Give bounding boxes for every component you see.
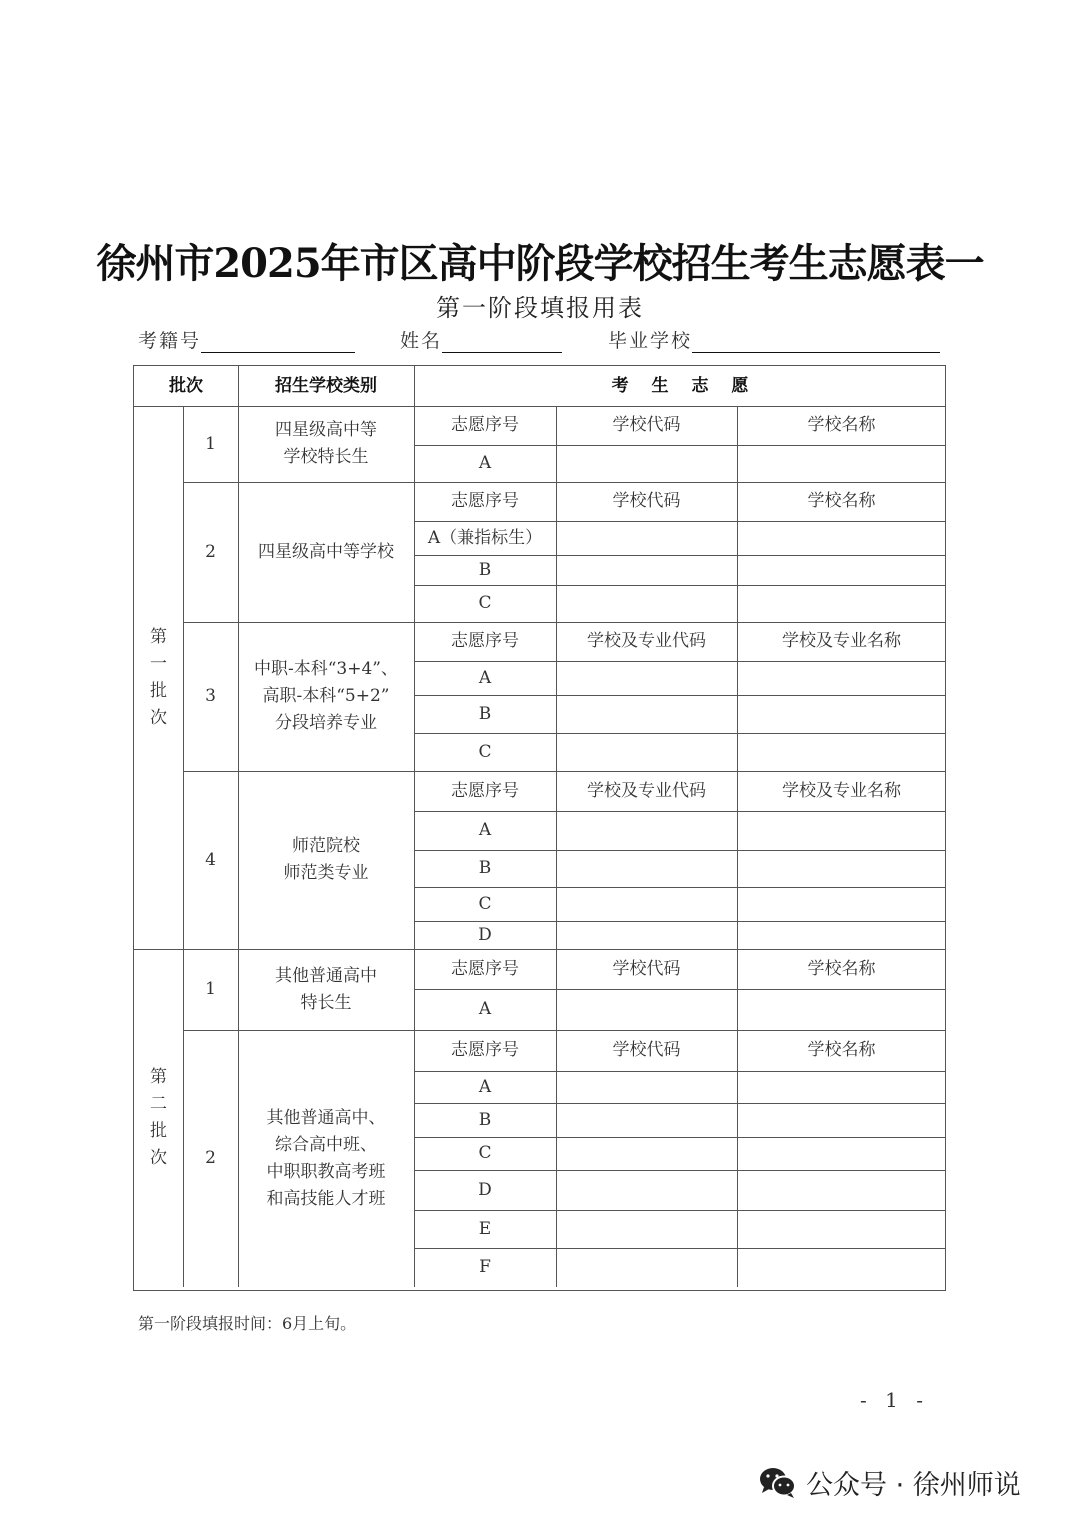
table-rule	[556, 949, 557, 1030]
name-input-cell[interactable]	[737, 733, 946, 771]
column-header: 学校及专业代码	[587, 631, 706, 651]
name-input-cell[interactable]	[737, 1071, 946, 1103]
exam-id-field[interactable]	[138, 326, 355, 353]
category-cell	[238, 771, 414, 949]
category-line: 和高技能人才班	[266, 1188, 386, 1209]
code-input-cell[interactable]	[556, 695, 737, 733]
table-rule	[556, 482, 557, 622]
exam-id-input[interactable]	[201, 330, 355, 353]
name-field[interactable]	[400, 326, 562, 353]
group-number: 1	[205, 979, 216, 999]
wish-sequence: C	[478, 1143, 492, 1163]
application-table	[133, 365, 946, 1291]
group-number: 1	[205, 433, 216, 454]
name-input-cell[interactable]	[737, 1248, 946, 1287]
column-header: 学校代码	[612, 415, 681, 435]
graduation-school-label: 毕业学校	[608, 330, 693, 352]
batch-label-char: 次	[150, 1148, 167, 1168]
name-input-cell[interactable]	[737, 1137, 946, 1170]
group-number: 3	[205, 686, 216, 706]
batch-label	[134, 949, 183, 1287]
batch-label-char: 第	[150, 1067, 167, 1087]
code-input-cell[interactable]	[556, 989, 737, 1030]
wechat-icon	[758, 1466, 798, 1500]
batch-label-char: 批	[150, 1121, 167, 1141]
name-input-cell[interactable]	[737, 555, 946, 585]
category-line: 其他普通高中	[275, 965, 377, 986]
table-rule	[414, 482, 415, 622]
document-subtitle: 第一阶段填报用表	[436, 294, 644, 322]
name-input-cell[interactable]	[737, 521, 946, 555]
code-input-cell[interactable]	[556, 733, 737, 771]
batch-label	[134, 406, 183, 949]
category-line: 综合高中班、	[275, 1134, 377, 1155]
column-header: 志愿序号	[451, 631, 519, 651]
wish-sequence: E	[478, 1218, 492, 1239]
batch-label-char: 次	[150, 707, 167, 728]
code-input-cell[interactable]	[556, 1248, 737, 1287]
applicant-info-fields	[138, 326, 948, 354]
name-input-cell[interactable]	[737, 445, 946, 482]
code-input-cell[interactable]	[556, 1170, 737, 1210]
watermark-text: 公众号 · 徐州师说	[806, 1470, 1021, 1501]
filing-time-note: 第一阶段填报时间：6月上旬。	[138, 1314, 357, 1333]
wish-sequence: A	[478, 820, 492, 840]
code-input-cell[interactable]	[556, 555, 737, 585]
column-header: 学校及专业名称	[782, 780, 901, 801]
table-rule	[737, 771, 738, 949]
column-header: 学校名称	[807, 1040, 876, 1060]
wish-sequence: B	[478, 858, 492, 878]
column-header: 学校代码	[612, 1040, 681, 1060]
table-rule	[238, 1030, 239, 1287]
code-input-cell[interactable]	[556, 887, 737, 921]
batch-label-char: 第	[150, 626, 167, 647]
column-header: 学校及专业代码	[587, 780, 706, 801]
wish-sequence: A	[478, 1076, 492, 1097]
name-input-cell[interactable]	[737, 1103, 946, 1137]
category-line: 学校特长生	[283, 447, 369, 467]
table-rule	[556, 1030, 557, 1287]
wish-sequence: B	[478, 559, 492, 580]
code-input-cell[interactable]	[556, 811, 737, 850]
code-input-cell[interactable]	[556, 1103, 737, 1137]
code-input-cell[interactable]	[556, 1071, 737, 1103]
column-header: 志愿序号	[451, 415, 519, 435]
batch-label-char: 一	[150, 653, 167, 674]
category-cell	[238, 949, 414, 1030]
table-rule	[238, 366, 239, 406]
column-header: 志愿序号	[451, 780, 519, 801]
table-rule	[183, 406, 184, 949]
category-line: 师范类专业	[283, 863, 369, 883]
name-input-cell[interactable]	[737, 1210, 946, 1248]
table-rule	[238, 949, 239, 1030]
table-rule	[183, 949, 184, 1287]
table-rule	[414, 949, 415, 1030]
header-category: 招生学校类别	[275, 375, 377, 396]
header-wishes: 考 生 志 愿	[611, 375, 749, 396]
watermark	[758, 1463, 1021, 1502]
code-input-cell[interactable]	[556, 661, 737, 695]
table-rule	[737, 622, 738, 771]
wish-sequence: B	[478, 1109, 492, 1130]
category-line: 师范院校	[292, 836, 360, 856]
category-cell	[238, 1030, 414, 1287]
wish-sequence: D	[478, 924, 492, 945]
column-header: 学校名称	[807, 491, 876, 511]
name-input-cell[interactable]	[737, 1170, 946, 1210]
column-header: 学校名称	[807, 415, 876, 435]
wish-sequence: A	[478, 999, 492, 1019]
wish-sequence: A	[478, 453, 492, 473]
name-input-cell[interactable]	[737, 811, 946, 850]
category-line: 中职-本科“3+4”、	[253, 659, 398, 679]
column-header: 学校名称	[807, 958, 876, 979]
table-rule	[737, 949, 738, 1030]
document-title: 徐州市2025年市区高中阶段学校招生考生志愿表一	[96, 240, 984, 287]
name-input-cell[interactable]	[737, 661, 946, 695]
code-input-cell[interactable]	[556, 445, 737, 482]
category-line: 四星级高中等学校	[258, 541, 394, 562]
category-line: 特长生	[300, 992, 352, 1013]
wish-sequence: C	[478, 741, 492, 762]
category-cell	[238, 482, 414, 622]
column-header: 志愿序号	[451, 491, 519, 511]
name-input-cell[interactable]	[737, 887, 946, 921]
table-rule	[238, 771, 239, 949]
column-header: 学校及专业名称	[782, 631, 901, 651]
column-header: 学校代码	[612, 491, 681, 511]
table-rule	[414, 406, 415, 482]
table-rule	[737, 1030, 738, 1287]
wish-sequence: F	[479, 1257, 491, 1277]
category-line: 中职职教高考班	[266, 1161, 386, 1182]
page-number: - 1 -	[860, 1388, 929, 1412]
name-label: 姓名	[400, 330, 443, 352]
code-input-cell[interactable]	[556, 1137, 737, 1170]
graduation-school-field[interactable]	[608, 326, 940, 353]
code-input-cell[interactable]	[556, 521, 737, 555]
name-input[interactable]	[442, 330, 562, 353]
category-line: 分段培养专业	[275, 713, 377, 733]
table-rule	[414, 366, 415, 406]
name-input-cell[interactable]	[737, 585, 946, 622]
exam-id-label: 考籍号	[138, 330, 202, 352]
table-rule	[556, 771, 557, 949]
table-rule	[414, 1030, 415, 1287]
code-input-cell[interactable]	[556, 585, 737, 622]
table-rule	[414, 771, 415, 949]
header-batch: 批次	[169, 375, 203, 396]
graduation-school-input[interactable]	[692, 330, 940, 353]
category-line: 其他普通高中、	[266, 1107, 386, 1128]
category-line: 高职-本科“5+2”	[262, 686, 390, 706]
wish-sequence: D	[478, 1179, 492, 1200]
name-input-cell[interactable]	[737, 921, 946, 949]
table-rule	[238, 406, 239, 482]
category-line: 四星级高中等	[275, 420, 377, 440]
wish-sequence: A	[478, 667, 492, 688]
wish-sequence: B	[478, 703, 492, 724]
column-header: 志愿序号	[451, 958, 519, 979]
batch-label-char: 二	[150, 1094, 167, 1114]
name-input-cell[interactable]	[737, 850, 946, 887]
table-rule	[414, 622, 415, 771]
code-input-cell[interactable]	[556, 850, 737, 887]
table-rule	[556, 406, 557, 482]
group-number: 2	[205, 1148, 216, 1168]
batch-label-char: 批	[150, 680, 167, 701]
name-input-cell[interactable]	[737, 989, 946, 1030]
table-rule	[556, 622, 557, 771]
wish-sequence: C	[478, 593, 492, 613]
code-input-cell[interactable]	[556, 1210, 737, 1248]
table-rule	[737, 406, 738, 482]
name-input-cell[interactable]	[737, 695, 946, 733]
category-cell	[238, 622, 414, 771]
wish-sequence: C	[478, 893, 492, 914]
wish-sequence: A（兼指标生）	[427, 527, 543, 548]
table-rule	[737, 482, 738, 622]
category-cell	[238, 406, 414, 482]
table-rule	[238, 482, 239, 622]
code-input-cell[interactable]	[556, 921, 737, 949]
table-rule	[238, 622, 239, 771]
column-header: 学校代码	[612, 958, 681, 979]
group-number: 2	[205, 541, 216, 562]
column-header: 志愿序号	[451, 1040, 519, 1060]
group-number: 4	[205, 849, 216, 870]
